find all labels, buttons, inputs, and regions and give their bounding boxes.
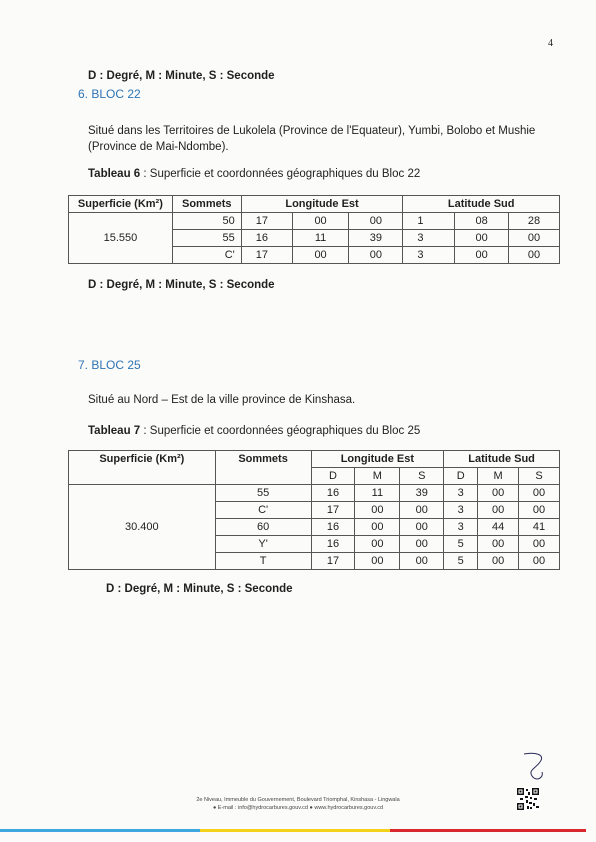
lon-s: 39: [349, 230, 403, 247]
flag-bar-yellow: [200, 829, 390, 832]
header-superficie: Superficie (Km²): [69, 196, 173, 213]
header-latitude: Latitude Sud: [444, 451, 560, 468]
lon-d: 16: [311, 485, 355, 502]
caption-text: : Superficie et coordonnées géographiques du Bloc 22: [140, 168, 421, 180]
lon-d: 17: [311, 502, 355, 519]
bloc22-caption: [88, 168, 420, 180]
sommet-cell: 50: [172, 213, 241, 230]
lat-m: 00: [478, 536, 519, 553]
lon-s: 00: [400, 553, 444, 570]
lon-s: 39: [400, 485, 444, 502]
caption-label: Tableau 6: [88, 168, 141, 180]
lon-d: 17: [241, 213, 292, 230]
header-longitude: Longitude Est: [311, 451, 444, 468]
sommet-cell: T: [215, 553, 311, 570]
caption-label: Tableau 7: [88, 425, 141, 437]
page-number: 4: [548, 38, 553, 49]
subheader-s: S: [400, 468, 444, 485]
subheader-m: M: [478, 468, 519, 485]
sommet-cell: 55: [172, 230, 241, 247]
lon-m: 11: [292, 230, 349, 247]
lat-m: 00: [478, 485, 519, 502]
lon-s: 00: [400, 519, 444, 536]
lat-m: 00: [455, 247, 509, 264]
table-row: [69, 485, 560, 502]
lat-s: 00: [509, 247, 560, 264]
legend-top: D : Degré, M : Minute, S : Seconde: [88, 70, 275, 82]
lon-d: 17: [241, 247, 292, 264]
footer: [0, 796, 596, 812]
lat-m: 44: [478, 519, 519, 536]
signature-mark: [516, 750, 556, 786]
footer-address: 2e Niveau, Immeuble du Gouvernement, Boulevard Triomphal, Kinshasa - Lingwala: [196, 797, 400, 803]
lat-d: 5: [444, 553, 478, 570]
lon-m: 00: [292, 247, 349, 264]
lon-m: 00: [355, 536, 400, 553]
superficie-value: 15.550: [69, 213, 173, 264]
lat-s: 00: [519, 553, 560, 570]
bloc22-table: [68, 195, 560, 264]
header-latitude: Latitude Sud: [403, 196, 560, 213]
sommet-cell: 55: [215, 485, 311, 502]
sommet-cell: Y': [215, 536, 311, 553]
bloc25-table: [68, 450, 560, 570]
lon-s: 00: [400, 536, 444, 553]
lat-m: 00: [478, 553, 519, 570]
lat-s: 41: [519, 519, 560, 536]
subheader-s: S: [519, 468, 560, 485]
bloc25-description: Situé au Nord – Est de la ville province de Kinshasa.: [88, 394, 356, 406]
lat-s: 00: [509, 230, 560, 247]
bloc25-legend: D : Degré, M : Minute, S : Seconde: [106, 583, 293, 595]
bloc22-heading: 6. BLOC 22: [78, 87, 141, 101]
lon-d: 16: [311, 536, 355, 553]
lat-s: 00: [519, 485, 560, 502]
header-sommets: Sommets: [215, 451, 311, 485]
table-row: [69, 213, 560, 230]
lat-s: 28: [509, 213, 560, 230]
flag-bar-blue: [0, 829, 200, 832]
footer-contact: ● E-mail : info@hydrocarbures.gouv.cd ● www.hydrocarbures.gouv.cd: [212, 805, 384, 811]
lat-d: 3: [444, 485, 478, 502]
sommet-cell: C': [215, 502, 311, 519]
superficie-value: 30.400: [69, 485, 216, 570]
bloc22-description-line2: (Province de Mai-Ndombe).: [88, 141, 229, 153]
header-longitude: Longitude Est: [241, 196, 403, 213]
lon-m: 00: [355, 502, 400, 519]
lat-d: 3: [444, 502, 478, 519]
caption-text: : Superficie et coordonnées géographiques du Bloc 25: [140, 425, 421, 437]
lat-d: 1: [403, 213, 455, 230]
lat-m: 08: [455, 213, 509, 230]
header-sommets: Sommets: [172, 196, 241, 213]
lat-m: 00: [455, 230, 509, 247]
lat-d: 3: [403, 230, 455, 247]
lat-m: 00: [478, 502, 519, 519]
bloc22-legend: D : Degré, M : Minute, S : Seconde: [88, 279, 275, 291]
lon-m: 00: [355, 519, 400, 536]
bloc25-caption: [88, 425, 420, 437]
lat-d: 3: [403, 247, 455, 264]
lat-s: 00: [519, 502, 560, 519]
lat-d: 5: [444, 536, 478, 553]
lon-m: 00: [292, 213, 349, 230]
lon-d: 16: [241, 230, 292, 247]
lat-d: 3: [444, 519, 478, 536]
subheader-d: D: [444, 468, 478, 485]
header-superficie: Superficie (Km²): [69, 451, 216, 485]
lon-d: 17: [311, 553, 355, 570]
bloc22-description-line1: Situé dans les Territoires de Lukolela (Province de l'Equateur), Yumbi, Bolobo et Mushie: [88, 125, 536, 137]
lon-s: 00: [349, 247, 403, 264]
lat-s: 00: [519, 536, 560, 553]
subheader-d: D: [311, 468, 355, 485]
lon-s: 00: [349, 213, 403, 230]
sommet-cell: 60: [215, 519, 311, 536]
sommet-cell: C': [172, 247, 241, 264]
lon-m: 00: [355, 553, 400, 570]
lon-m: 11: [355, 485, 400, 502]
subheader-m: M: [355, 468, 400, 485]
bloc25-heading: 7. BLOC 25: [78, 358, 141, 372]
lon-d: 16: [311, 519, 355, 536]
lon-s: 00: [400, 502, 444, 519]
flag-bar-red: [390, 829, 586, 832]
